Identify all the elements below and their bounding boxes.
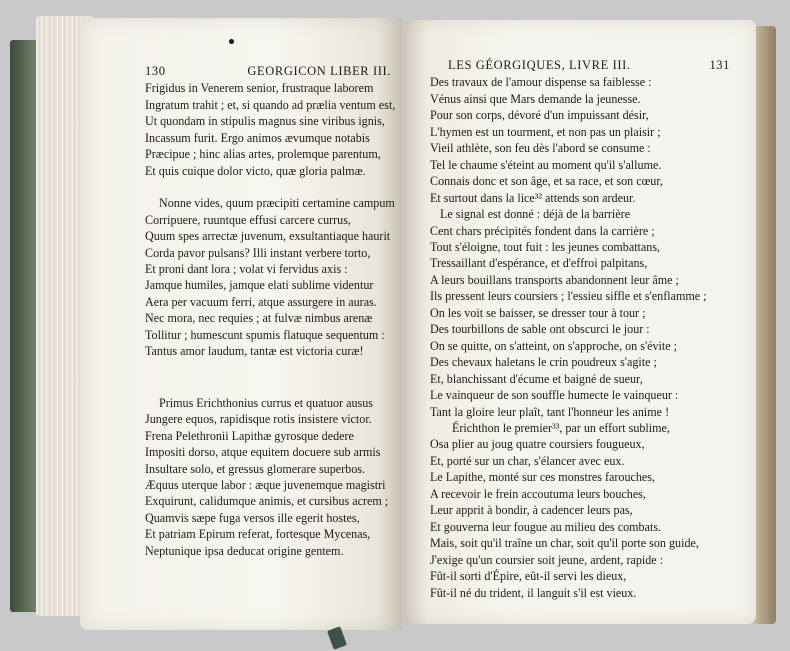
latin-line: Præcipue ; hinc alias artes, prolemque parentum, bbox=[145, 147, 381, 162]
right-page-number: 131 bbox=[709, 58, 730, 72]
latin-line: Tantus amor laudum, tantæ est victoria curæ! bbox=[145, 344, 364, 359]
french-line: Le vainqueur de son souffle humecte le vainqueur : bbox=[430, 388, 679, 403]
latin-line: Quamvis sæpe fuga versos ille egerit hostes, bbox=[145, 510, 360, 525]
french-line: Érichthon le premier³³, par un effort sublime, bbox=[452, 420, 670, 435]
french-line: Des travaux de l'amour dispense sa faiblesse : bbox=[430, 75, 652, 90]
latin-line: Et patriam Epirum referat, fortesque Mycenas, bbox=[145, 527, 371, 542]
french-line: A recevoir le frein accoutuma leurs bouches, bbox=[430, 486, 646, 501]
left-page-text bbox=[145, 63, 396, 559]
latin-line: Exquirunt, calidumque animis, et cursibus acrem ; bbox=[145, 494, 389, 509]
latin-line: Jamque humiles, jamque elati sublime videntur bbox=[145, 278, 374, 293]
french-line: Leur apprit à bondir, à cadencer leurs pas, bbox=[430, 503, 633, 518]
latin-line: Incassum furit. Ergo animos ævumque notabis bbox=[145, 130, 370, 145]
latin-line: Frigidus in Venerem senior, frustraque laborem bbox=[145, 81, 374, 96]
french-line: Tout s'éloigne, tout fuit : les jeunes combattans, bbox=[430, 239, 661, 254]
latin-line: Neptunique ipsa deducat origine gentem. bbox=[145, 543, 344, 558]
french-line: Tel le chaume s'éteint au moment qu'il s'allume. bbox=[430, 157, 662, 172]
french-line: Le signal est donné : déjà de la barrière bbox=[440, 207, 631, 222]
french-line: J'exige qu'un coursier soit jeune, ardent, rapide : bbox=[430, 552, 664, 567]
latin-line: Frena Pelethronii Lapithæ gyrosque dedere bbox=[145, 428, 354, 443]
latin-line: Jungere equos, rapidisque rotis insistere victor. bbox=[145, 412, 372, 427]
latin-line: Nonne vides, quum præcipiti certamine campum bbox=[159, 196, 395, 211]
french-line: Et, porté sur un char, s'élancer avec eux. bbox=[430, 453, 625, 468]
latin-line: Æquus uterque labor : æque juvenemque magistri bbox=[145, 477, 386, 492]
french-line: Vénus ainsi que Mars demande la jeunesse. bbox=[430, 91, 641, 106]
french-line: Connais donc et son âge, et sa race, et son cœur, bbox=[430, 174, 663, 189]
french-line: Ils pressent leurs coursiers ; l'essieu siffle et s'enflamme ; bbox=[430, 289, 707, 304]
latin-line: Corripuere, ruuntque effusi carcere currus, bbox=[145, 212, 351, 227]
latin-line: Aera per vacuum ferri, atque assurgere in auras. bbox=[145, 294, 377, 309]
french-line: Pour son corps, dévoré d'un impuissant désir, bbox=[430, 108, 649, 123]
latin-line: Quum spes arrectæ juvenum, exsultantiaque haurit bbox=[145, 229, 391, 244]
french-line: Et gouverna leur fougue au milieu des combats. bbox=[430, 519, 662, 534]
latin-line: Impositi dorso, atque equitem docuere sub armis bbox=[145, 445, 381, 460]
french-line: Mais, soit qu'il traîne un char, soit qu'il porte son guide, bbox=[430, 536, 699, 551]
ink-spot bbox=[229, 39, 234, 44]
left-page-header bbox=[145, 63, 391, 79]
latin-line: Et proni dant lora ; volat vi fervidus axis : bbox=[145, 261, 348, 276]
left-page-number: 130 bbox=[145, 64, 166, 78]
latin-line: Corda pavor pulsans? Illi instant verbere torto, bbox=[145, 245, 371, 260]
french-line: A leurs bouillans transports abandonnent leur âme ; bbox=[430, 272, 679, 287]
french-line: Fût-il sorti d'Épire, eût-il servi les dieux, bbox=[430, 569, 627, 584]
french-line: Cent chars précipités fondent dans la carrière ; bbox=[430, 223, 655, 238]
latin-line: Ingratum trahit ; et, si quando ad prælia ventum est, bbox=[145, 97, 396, 112]
french-line: On se quitte, on s'atteint, on s'approche, on s'évite ; bbox=[430, 338, 678, 353]
latin-line: Primus Erichthonius currus et quatuor ausus bbox=[159, 395, 373, 410]
latin-line: Ut quondam in stipulis magnus sine viribus ignis, bbox=[145, 114, 385, 129]
french-line: Le Lapithe, monté sur ces monstres farouches, bbox=[430, 470, 656, 485]
french-line: Et surtout dans la lice³² attends son ardeur. bbox=[430, 190, 636, 205]
right-page-header bbox=[428, 57, 730, 73]
french-line: Des chevaux haletans le crin poudreux s'agite ; bbox=[430, 355, 657, 370]
latin-line: Nec mora, nec requies ; at fulvæ nimbus arenæ bbox=[145, 311, 373, 326]
french-line: Et, blanchissant d'écume et baigné de sueur, bbox=[430, 371, 643, 386]
french-line: Fût-il né du trident, il languit s'il est vieux. bbox=[430, 585, 637, 600]
french-line: Des tourbillons de sable ont obscurci le jour : bbox=[430, 322, 650, 337]
french-line: L'hymen est un tourment, et non pas un plaisir ; bbox=[430, 124, 661, 139]
latin-line: Et quis cuique dolor victo, quæ gloria palmæ. bbox=[145, 163, 366, 178]
french-line: Tressaillant d'espérance, et d'effroi palpitans, bbox=[430, 256, 648, 271]
latin-line: Tollitur ; humescunt spumis flatuque sequentum : bbox=[145, 327, 385, 342]
right-page-text bbox=[430, 58, 730, 601]
right-running-head: LES GÉORGIQUES, LIVRE III. bbox=[448, 58, 631, 72]
french-line: On les voit se baisser, se dresser tour à tour ; bbox=[430, 305, 646, 320]
french-line: Osa plier au joug quatre coursiers fougueux, bbox=[430, 437, 645, 452]
latin-line: Insultare solo, et gressus glomerare superbos. bbox=[145, 461, 365, 476]
left-running-head: GEORGICON LIBER III. bbox=[247, 64, 391, 78]
french-line: Vieil athlète, son feu dès l'abord se consume : bbox=[430, 141, 651, 156]
french-line: Tant la gloire leur plaît, tant l'honneur les anime ! bbox=[430, 404, 670, 419]
